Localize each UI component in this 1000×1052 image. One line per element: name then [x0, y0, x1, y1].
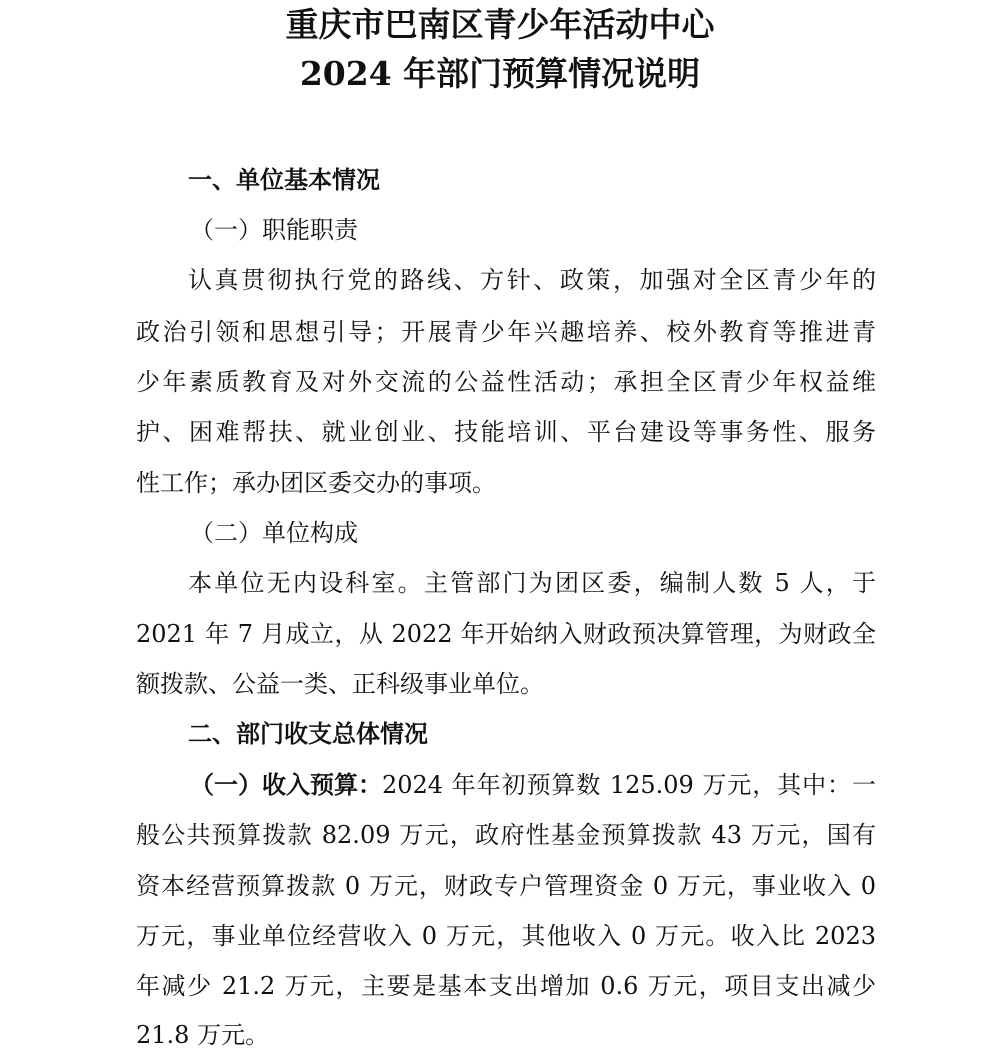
paragraph-line: 认真贯彻执行党的路线、方针、政策，加强对全区青少年的 [188, 266, 876, 294]
paragraph-line: 政治引领和思想引导；开展青少年兴趣培养、校外教育等推进青 [136, 318, 876, 346]
title-line-1: 重庆市巴南区青少年活动中心 [285, 5, 715, 44]
paragraph-line: 性工作；承办团区委交办的事项。 [136, 469, 496, 497]
paragraph-line: 本单位无内设科室。主管部门为团区委，编制人数 5 人，于 [188, 569, 876, 597]
paragraph-line: 护、困难帮扶、就业创业、技能培训、平台建设等事务性、服务 [136, 418, 876, 446]
subsection-heading-structure: （二）单位构成 [190, 519, 358, 547]
section-heading-basic-info: 一、单位基本情况 [188, 166, 380, 194]
paragraph-line: 21.8 万元。 [136, 1021, 270, 1049]
section-heading-budget-overview: 二、部门收支总体情况 [188, 720, 428, 748]
paragraph-line: 2021 年 7 月成立，从 2022 年开始纳入财政预决算管理，为财政全 [136, 620, 876, 648]
title-line-2: 2024 年部门预算情况说明 [299, 54, 701, 93]
subsection-heading-income: （一）收入预算： [190, 771, 382, 799]
paragraph-line: 2024 年年初预算数 125.09 万元，其中：一 [382, 771, 876, 799]
paragraph-line: 般公共预算拨款 82.09 万元，政府性基金预算拨款 43 万元，国有 [136, 821, 876, 849]
paragraph-line: 额拨款、公益一类、正科级事业单位。 [136, 670, 544, 698]
paragraph-line: 少年素质教育及对外交流的公益性活动；承担全区青少年权益维 [136, 368, 876, 396]
paragraph-line: 万元，事业单位经营收入 0 万元，其他收入 0 万元。收入比 2023 [136, 922, 876, 950]
paragraph-first-line [190, 773, 876, 797]
paragraph-line: 年减少 21.2 万元，主要是基本支出增加 0.6 万元，项目支出减少 [136, 972, 876, 1000]
paragraph-line: 资本经营预算拨款 0 万元，财政专户管理资金 0 万元，事业收入 0 [136, 872, 876, 900]
subsection-heading-duties: （一）职能职责 [190, 216, 358, 244]
